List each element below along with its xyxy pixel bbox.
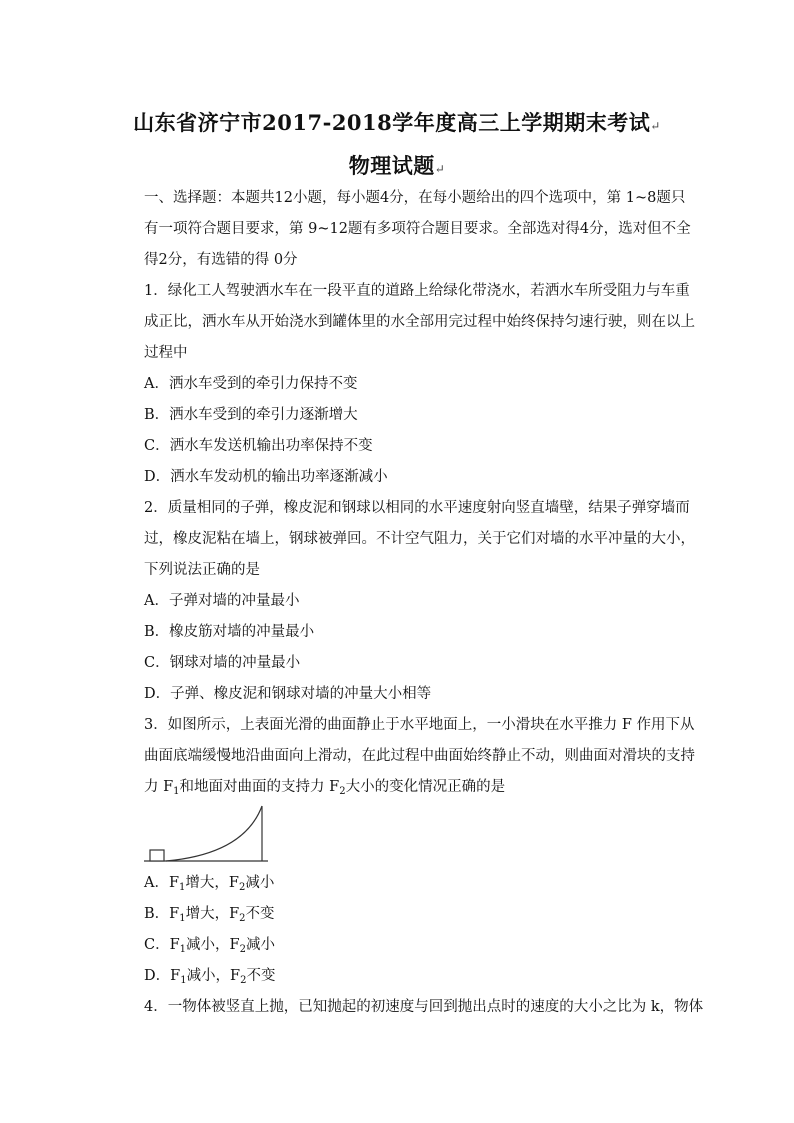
document-title: [0, 107, 794, 137]
subscript: 2: [339, 786, 346, 797]
section-heading-line: 一、选择题：本题共12小题，每小题4分，在每小题给出的四个选项中，第 1~8题只: [144, 190, 686, 206]
subscript: 2: [240, 975, 247, 986]
option-text: 增大，F: [185, 906, 240, 922]
question-3-option-a: [144, 873, 274, 898]
question-2-stem: 过，橡皮泥粘在墙上，钢球被弹回。不计空气阻力，关于它们对墙的水平冲量的大小，: [144, 531, 695, 547]
question-3-stem: 曲面底端缓慢地沿曲面向上滑动，在此过程中曲面始终静止不动，则曲面对滑块的支持: [144, 748, 695, 764]
subscript: 2: [238, 882, 246, 893]
question-1-option-b: B．洒水车受到的牵引力逐渐增大: [144, 407, 358, 423]
section-heading-line: 有一项符合题目要求，第 9~12题有多项符合题目要求。全部选对得4分，选对但不全: [144, 221, 691, 237]
option-text: A．F: [144, 875, 180, 891]
curved-surface-figure: [144, 804, 274, 864]
question-3-option-b: [144, 904, 275, 929]
option-text: B．F: [144, 906, 180, 922]
question-1-stem: 1．绿化工人驾驶洒水车在一段平直的道路上给绿化带浇水，若洒水车所受阻力与车重: [144, 283, 690, 299]
question-3-option-d: [144, 966, 276, 991]
section-heading-line: 得2分，有选错的得 0分: [144, 252, 298, 268]
option-text: 减小，F: [186, 937, 240, 953]
option-text: 减小: [245, 937, 275, 953]
question-1-stem: 过程中: [144, 345, 188, 361]
question-2-stem: 2．质量相同的子弹，橡皮泥和钢球以相同的水平速度射向竖直墙壁，结果子弹穿墙而: [144, 500, 690, 516]
question-4-stem: 4．一物体被竖直上抛，已知抛起的初速度与回到抛出点时的速度的大小之比为 k，物体: [144, 999, 704, 1015]
stem-text: 和地面对曲面的支持力 F: [179, 779, 340, 795]
question-3-stem: 3．如图所示，上表面光滑的曲面静止于水平地面上，一小滑块在水平推力 F 作用下从: [144, 717, 695, 733]
stem-text: 大小的变化情况正确的是: [345, 779, 506, 795]
subscript: 1: [179, 944, 187, 955]
option-text: C．F: [144, 937, 180, 953]
question-2-option-b: B．橡皮筋对墙的冲量最小: [144, 624, 315, 640]
subscript: 1: [179, 913, 186, 924]
question-1-stem: 成正比，洒水车从开始浇水到罐体里的水全部用完过程中始终保持匀速行驶，则在以上: [144, 314, 695, 330]
option-text: 减小，F: [186, 968, 241, 984]
title-text: 山东省济宁市2017-2018学年度高三上学期期末考试: [133, 110, 651, 135]
subscript: 1: [180, 975, 187, 986]
option-text: 不变: [245, 906, 275, 922]
question-2-stem: 下列说法正确的是: [144, 562, 260, 578]
subscript: 1: [173, 786, 180, 797]
question-3-option-c: [144, 935, 275, 960]
option-text: D．F: [144, 968, 181, 984]
subtitle-text: 物理试题: [348, 153, 435, 178]
question-2-option-d: D．子弹、橡皮泥和钢球对墙的冲量大小相等: [144, 686, 432, 702]
slider-block: [150, 850, 164, 861]
question-3-stem: [144, 777, 505, 802]
option-text: 增大，F: [185, 875, 239, 891]
question-2-option-a: A．子弹对墙的冲量最小: [144, 593, 300, 609]
question-2-option-c: C．钢球对墙的冲量最小: [144, 655, 301, 671]
option-text: 减小: [245, 875, 275, 891]
document-subtitle: [0, 150, 794, 180]
question-1-option-d: D．洒水车发动机的输出功率逐渐减小: [144, 469, 388, 485]
stem-text: 力 F: [144, 779, 174, 795]
subscript: 1: [179, 882, 186, 893]
option-text: 不变: [246, 968, 276, 984]
question-1-option-c: C．洒水车发送机输出功率保持不变: [144, 438, 373, 454]
subscript: 2: [239, 944, 246, 955]
paragraph-mark-icon: ↵: [650, 119, 661, 133]
curved-surface: [166, 806, 262, 861]
subscript: 2: [239, 913, 246, 924]
question-1-option-a: A．洒水车受到的牵引力保持不变: [144, 376, 358, 392]
paragraph-mark-icon: ↵: [434, 162, 446, 176]
